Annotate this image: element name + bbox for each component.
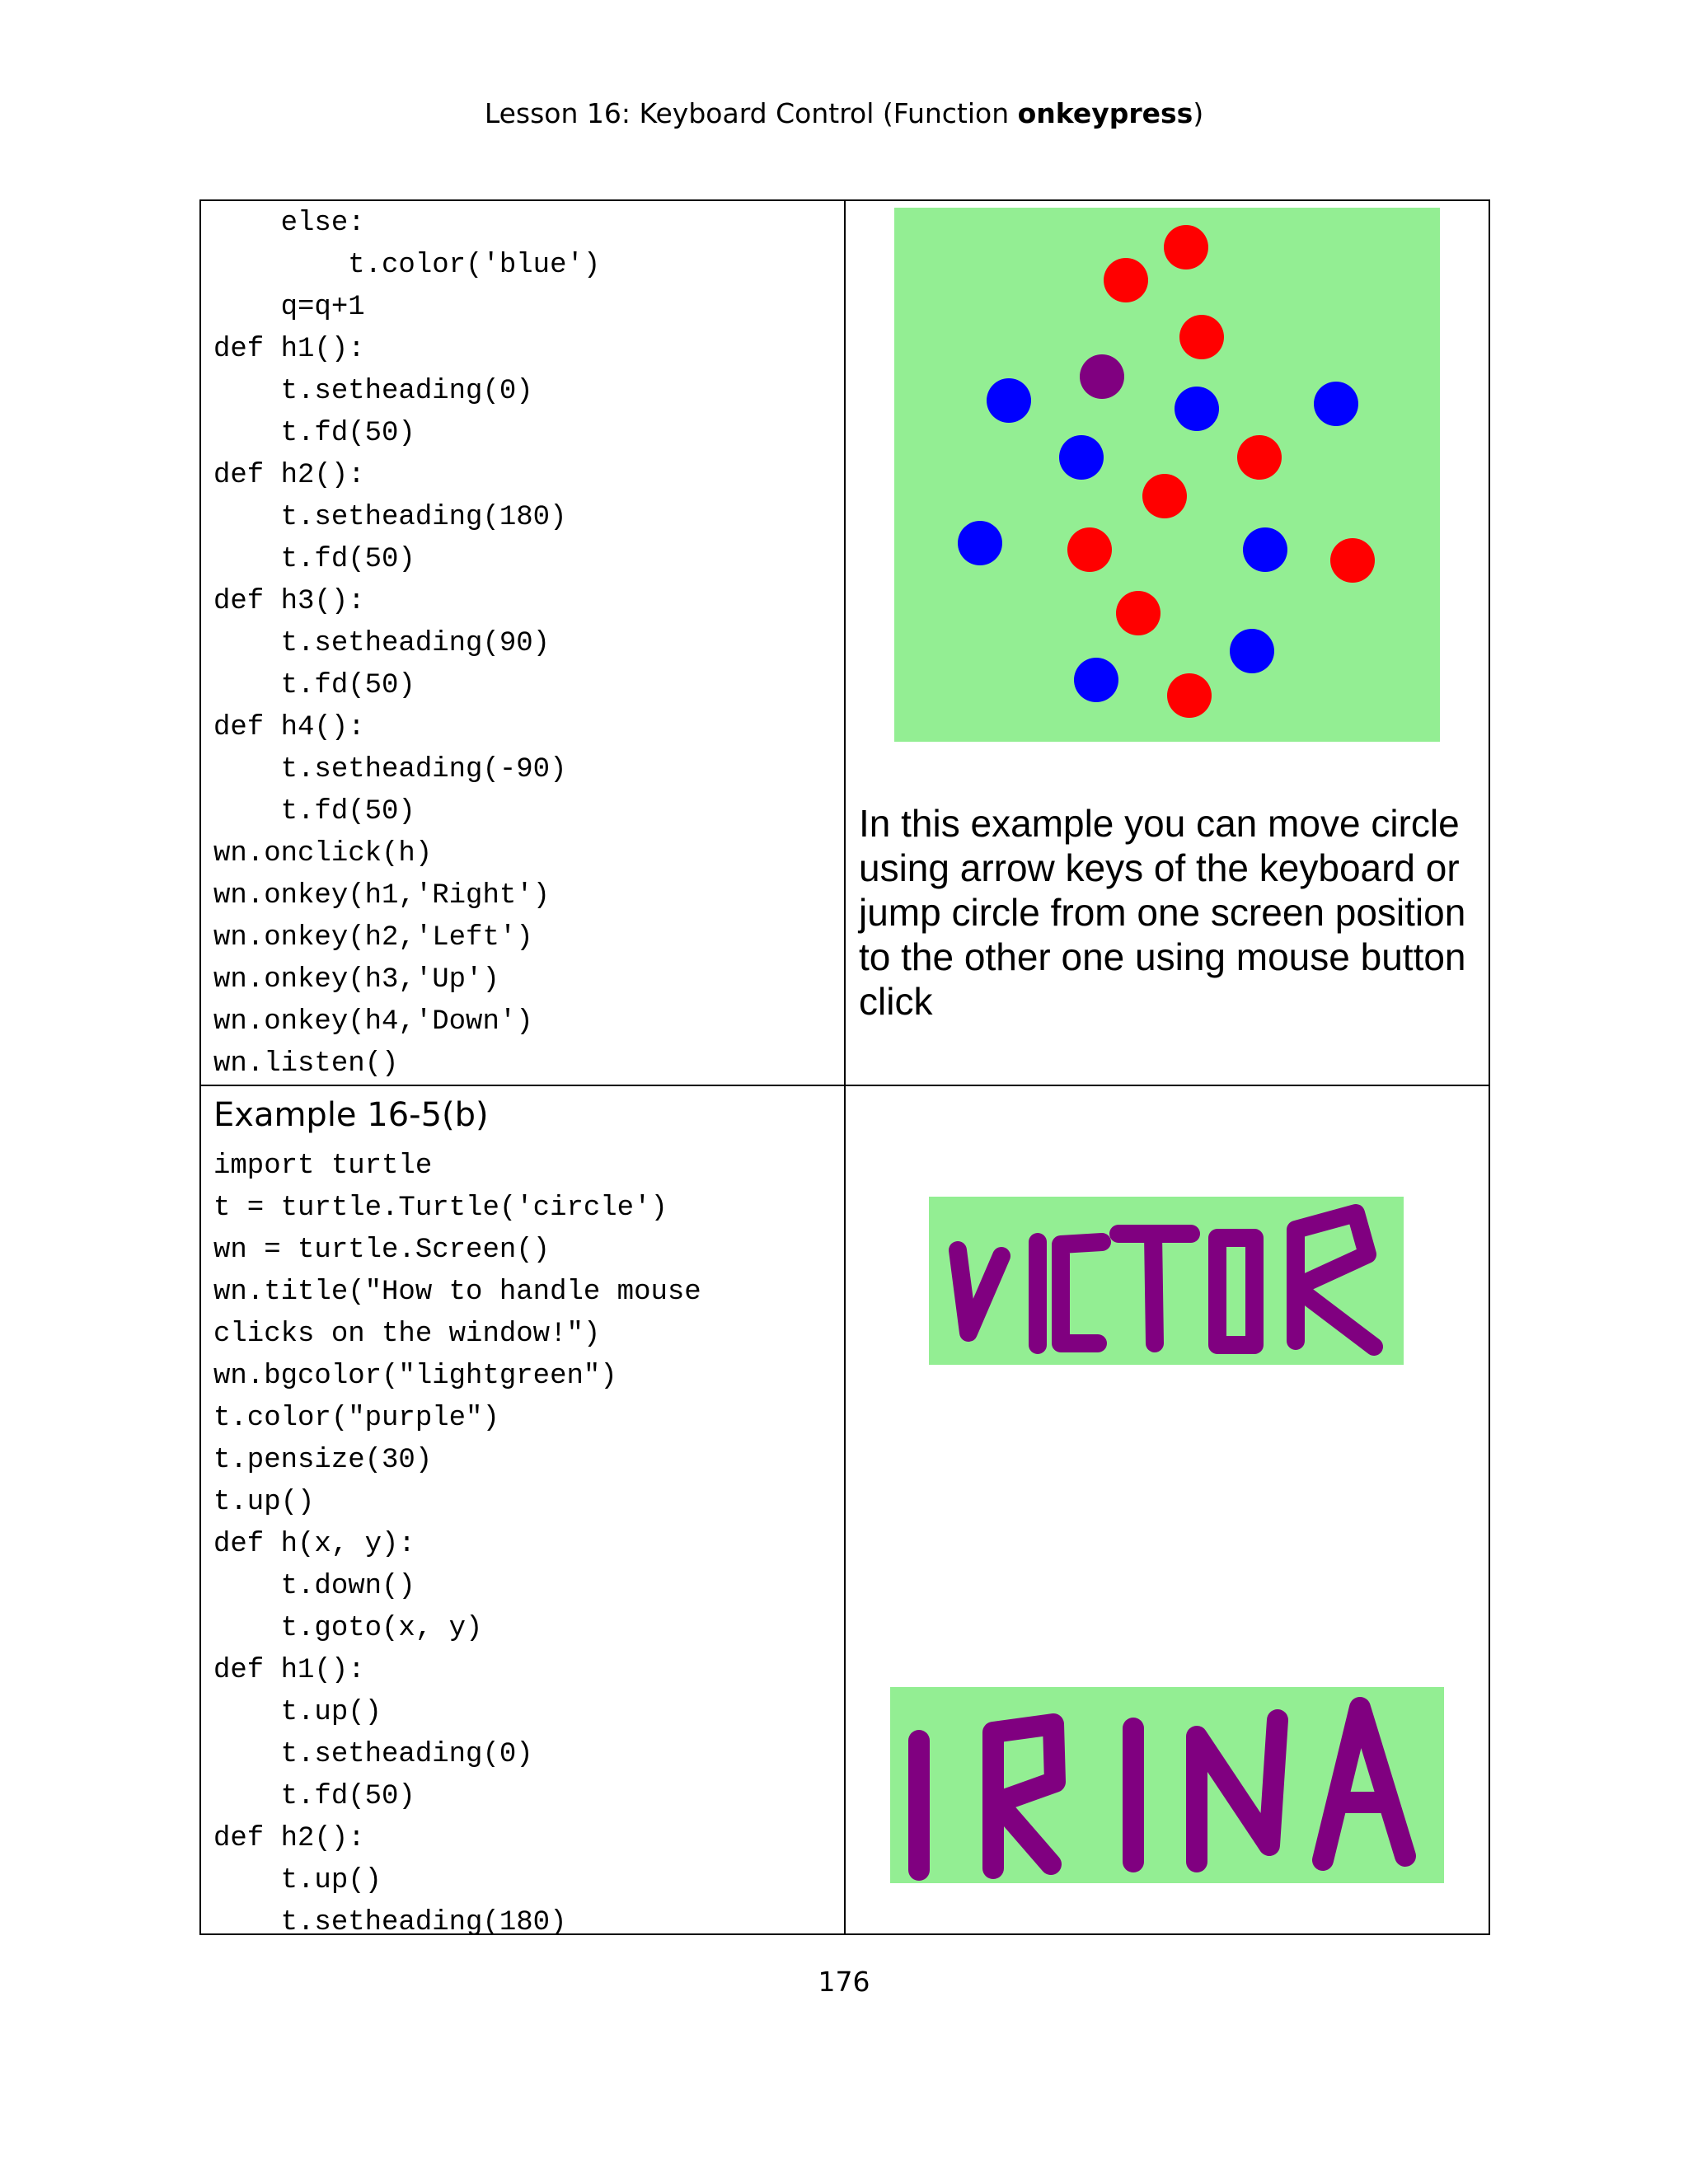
code-line: q=q+1: [213, 292, 365, 323]
code-line: t.color('blue'): [213, 250, 601, 281]
code-line: wn.listen(): [213, 1048, 399, 1080]
code-line: t.up(): [213, 1697, 382, 1728]
code-line: t.fd(50): [213, 418, 415, 449]
victor-drawing: [929, 1197, 1404, 1365]
red-circle: [1104, 258, 1148, 302]
header-function-name: onkeypress: [1017, 97, 1193, 129]
code-listing-top: [213, 203, 600, 1085]
code-listing-bottom: [213, 1146, 701, 1944]
code-line: def h1():: [213, 1655, 365, 1686]
red-circle: [1237, 435, 1282, 480]
code-line: wn = turtle.Screen(): [213, 1235, 551, 1266]
red-circle: [1067, 527, 1112, 572]
blue-circle: [987, 378, 1031, 423]
code-line: t.color("purple"): [213, 1403, 499, 1434]
code-line: wn.bgcolor("lightgreen"): [213, 1361, 617, 1392]
code-line: t = turtle.Turtle('circle'): [213, 1193, 668, 1224]
red-circle: [1116, 591, 1160, 635]
red-circle: [1164, 225, 1208, 269]
code-line: wn.onkey(h4,'Down'): [213, 1006, 533, 1038]
example-table: [199, 199, 1490, 1938]
blue-circle: [958, 521, 1002, 565]
code-line: t.fd(50): [213, 1781, 415, 1812]
code-line: else:: [213, 208, 365, 239]
code-line: wn.onkey(h1,'Right'): [213, 880, 551, 912]
code-line: clicks on the window!"): [213, 1319, 601, 1350]
header-suffix: ): [1193, 97, 1204, 129]
code-line: t.pensize(30): [213, 1445, 433, 1476]
code-line: t.setheading(180): [213, 502, 567, 533]
code-line: t.goto(x, y): [213, 1613, 483, 1644]
code-line: def h3():: [213, 586, 365, 617]
code-line: t.setheading(0): [213, 1739, 533, 1770]
code-line: t.setheading(-90): [213, 754, 567, 785]
code-line: wn.onclick(h): [213, 838, 433, 869]
turtle-circles-screenshot: [894, 208, 1440, 742]
code-line: t.setheading(90): [213, 628, 551, 659]
code-line: wn.onkey(h3,'Up'): [213, 964, 499, 996]
code-line: t.up(): [213, 1487, 315, 1518]
code-line: t.setheading(180): [213, 1907, 567, 1938]
example-title: Example 16-5(b): [213, 1096, 489, 1134]
code-line: t.setheading(0): [213, 376, 533, 407]
blue-circle: [1074, 658, 1118, 702]
red-circle: [1330, 538, 1375, 583]
code-line: t.up(): [213, 1865, 382, 1896]
code-line: def h(x, y):: [213, 1529, 415, 1560]
code-line: t.fd(50): [213, 544, 415, 575]
column-divider: [844, 199, 846, 1935]
code-line: wn.onkey(h2,'Left'): [213, 922, 533, 954]
code-line: def h2():: [213, 460, 365, 491]
blue-circle: [1059, 435, 1104, 480]
code-line: def h2():: [213, 1823, 365, 1854]
blue-circle: [1230, 629, 1274, 673]
irina-drawing: [890, 1687, 1444, 1883]
red-circle: [1142, 474, 1187, 518]
page-number: 176: [818, 1966, 870, 1998]
code-line: wn.title("How to handle mouse: [213, 1277, 701, 1308]
purple-circle: [1080, 354, 1124, 399]
example-description: In this example you can move circle using arrow keys of the keyboard or jump circle from one screen position to the other one using mouse button click: [859, 802, 1466, 1023]
blue-circle: [1243, 527, 1287, 572]
blue-circle: [1175, 387, 1219, 431]
code-line: def h4():: [213, 712, 365, 743]
code-line: t.fd(50): [213, 670, 415, 701]
code-line: t.fd(50): [213, 796, 415, 827]
code-line: t.down(): [213, 1571, 415, 1602]
header-prefix: Lesson 16: Keyboard Control (Function: [484, 97, 1018, 129]
red-circle: [1179, 315, 1224, 359]
red-circle: [1167, 673, 1212, 718]
page-header: [0, 97, 1688, 129]
blue-circle: [1314, 382, 1358, 426]
code-line: def h1():: [213, 334, 365, 365]
code-line: import turtle: [213, 1151, 433, 1182]
